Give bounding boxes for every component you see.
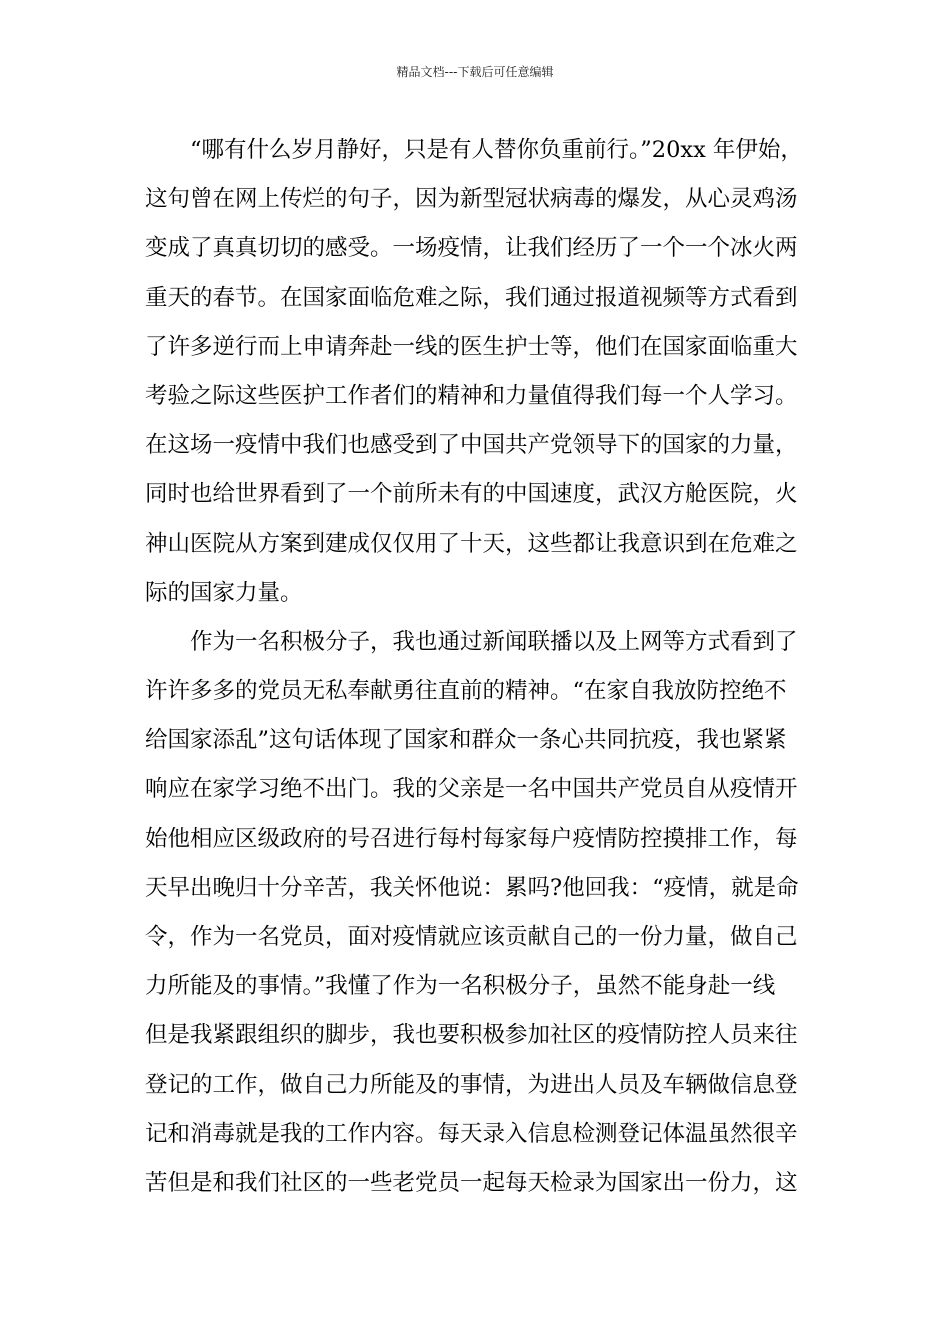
- text-line: 响应在家学习绝不出门。我的父亲是一名中国共产党员自从疫情开: [145, 776, 798, 803]
- text-line: 许许多多的党员无私奉献勇往直前的精神。“在家自我放防控绝不: [145, 678, 787, 705]
- text-line: 这句曾在网上传烂的句子，因为新型冠状病毒的爆发，从心灵鸡汤: [145, 186, 798, 213]
- text-line: “哪有什么岁月静好，只是有人替你负重前行。”20xx 年伊始，: [190, 137, 803, 163]
- paragraph-1: [145, 126, 805, 618]
- text-line: 考验之际这些医护工作者们的精神和力量值得我们每一个人学习。: [145, 382, 798, 409]
- text-line: 登记的工作，做自己力所能及的事情，为进出人员及车辆做信息登: [145, 1071, 798, 1098]
- text-line: 令，作为一名党员，面对疫情就应该贡献自己的一份力量，做自己: [145, 924, 798, 950]
- document-body: [145, 126, 805, 1208]
- page-header: 精品文档---下载后可任意编辑: [396, 65, 554, 79]
- text-line: 记和消毒就是我的工作内容。每天录入信息检测登记体温虽然很辛: [145, 1120, 798, 1147]
- text-line: 给国家添乱”这句话体现了国家和群众一条心共同抗疫，我也紧紧: [145, 727, 787, 754]
- paragraph-2: [145, 618, 805, 1208]
- text-line: 始他相应区级政府的号召进行每村每家每户疫情防控摸排工作，每: [145, 825, 798, 852]
- text-line: 在这场一疫情中我们也感受到了中国共产党领导下的国家的力量，: [145, 432, 798, 459]
- text-line: 同时也给世界看到了一个前所未有的中国速度，武汉方舱医院，火: [145, 481, 798, 508]
- text-line: 神山医院从方案到建成仅仅用了十天，这些都让我意识到在危难之: [145, 530, 798, 557]
- text-line: 天早出晚归十分辛苦，我关怀他说：累吗?他回我：“疫情，就是命: [145, 874, 799, 901]
- text-line: 苦但是和我们社区的一些老党员一起每天检录为国家出一份力，这: [145, 1169, 798, 1196]
- text-line: 变成了真真切切的感受。一场疫情，让我们经历了一个一个冰火两: [145, 235, 798, 262]
- text-line: 了许多逆行而上申请奔赴一线的医生护士等，他们在国家面临重大: [145, 333, 798, 360]
- text-line: 际的国家力量。: [145, 579, 303, 606]
- text-line: 但是我紧跟组织的脚步，我也要积极参加社区的疫情防控人员来往: [145, 1022, 798, 1049]
- text-line: 作为一名积极分子，我也通过新闻联播以及上网等方式看到了: [190, 628, 798, 655]
- text-line: 力所能及的事情。”我懂了作为一名积极分子，虽然不能身赴一线: [145, 973, 776, 1000]
- text-line: 重天的春节。在国家面临危难之际，我们通过报道视频等方式看到: [145, 284, 798, 311]
